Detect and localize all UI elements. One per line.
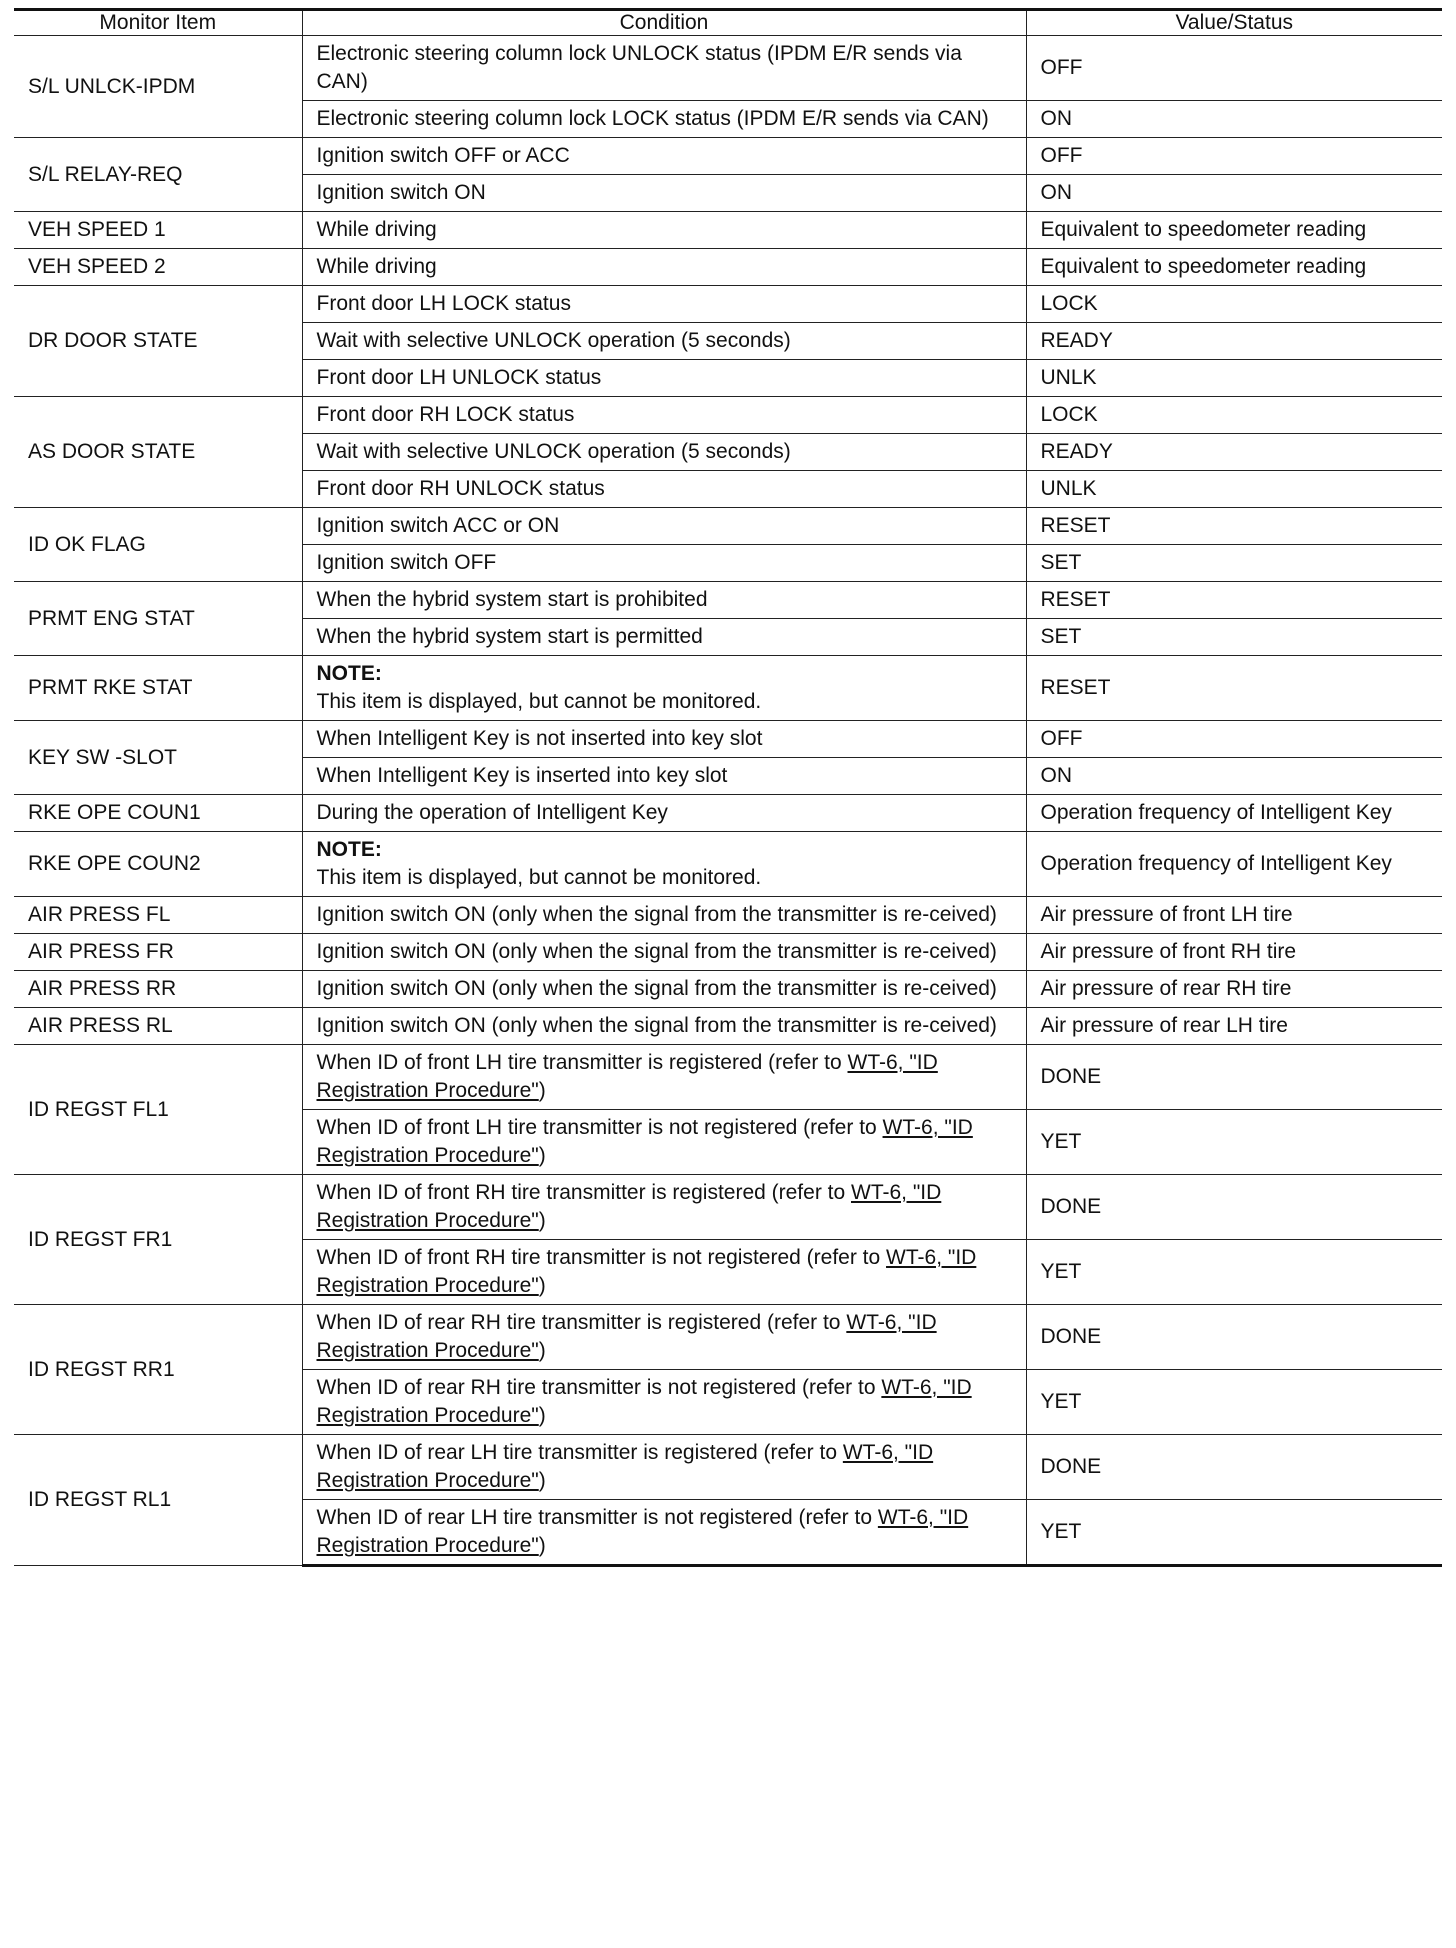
table-row [14, 1045, 1442, 1110]
reference-link[interactable]: WT-6, "ID Registration Procedure" [316, 1376, 972, 1427]
condition-cell [302, 934, 1026, 971]
monitor-item-cell: RKE OPE COUN2 [14, 832, 302, 897]
condition-text-suffix: ) [538, 1339, 546, 1362]
monitor-item-table [14, 8, 1442, 1567]
condition-cell [302, 897, 1026, 934]
condition-cell [302, 1370, 1026, 1435]
monitor-item-cell: AS DOOR STATE [14, 397, 302, 508]
table-row [14, 36, 1442, 101]
monitor-item-cell: AIR PRESS RR [14, 971, 302, 1008]
table-row [14, 508, 1442, 545]
condition-text: Front door RH LOCK status [316, 403, 575, 426]
condition-text: When ID of rear RH tire transmitter is registered (refer to [316, 1311, 847, 1334]
condition-cell [302, 434, 1026, 471]
value-status-cell: SET [1026, 545, 1442, 582]
value-status-cell: Operation frequency of Intelligent Key [1026, 795, 1442, 832]
table-header-row [14, 10, 1442, 36]
condition-text: Front door LH UNLOCK status [316, 366, 602, 389]
condition-text-suffix: ) [538, 1144, 546, 1167]
value-status-cell: RESET [1026, 508, 1442, 545]
condition-text: Ignition switch ON (only when the signal from the transmitter is re-ceived) [316, 940, 997, 963]
condition-text: When ID of front RH tire transmitter is registered (refer to [316, 1181, 851, 1204]
condition-text: When the hybrid system start is prohibited [316, 588, 708, 611]
table-row [14, 1008, 1442, 1045]
condition-cell [302, 1240, 1026, 1305]
header-value-status: Value/Status [1026, 10, 1442, 36]
value-status-cell: Operation frequency of Intelligent Key [1026, 832, 1442, 897]
condition-cell [302, 471, 1026, 508]
condition-text: Ignition switch OFF or ACC [316, 144, 570, 167]
monitor-item-cell: PRMT RKE STAT [14, 656, 302, 721]
condition-text: Ignition switch OFF [316, 551, 497, 574]
monitor-item-cell: ID REGST FL1 [14, 1045, 302, 1175]
condition-cell [302, 286, 1026, 323]
condition-text-suffix: ) [538, 1274, 546, 1297]
condition-cell [302, 656, 1026, 721]
condition-cell [302, 1500, 1026, 1566]
value-status-cell: SET [1026, 619, 1442, 656]
condition-cell [302, 175, 1026, 212]
condition-text: Wait with selective UNLOCK operation (5 seconds) [316, 329, 791, 352]
value-status-cell: Equivalent to speedometer reading [1026, 249, 1442, 286]
condition-text-suffix: ) [538, 1469, 546, 1492]
value-status-cell: DONE [1026, 1175, 1442, 1240]
reference-link[interactable]: WT-6, "ID Registration Procedure" [316, 1441, 934, 1492]
condition-cell [302, 508, 1026, 545]
value-status-cell: RESET [1026, 582, 1442, 619]
table-row [14, 1305, 1442, 1370]
condition-text: When ID of rear LH tire transmitter is not registered (refer to [316, 1506, 878, 1529]
value-status-cell: DONE [1026, 1045, 1442, 1110]
condition-text: Electronic steering column lock UNLOCK status (IPDM E/R sends via CAN) [316, 42, 962, 93]
condition-text: Ignition switch ON (only when the signal from the transmitter is re-ceived) [316, 977, 997, 1000]
monitor-item-cell: AIR PRESS FL [14, 897, 302, 934]
monitor-item-cell: RKE OPE COUN1 [14, 795, 302, 832]
condition-text: Ignition switch ON (only when the signal from the transmitter is re-ceived) [316, 903, 997, 926]
value-status-cell: Air pressure of rear RH tire [1026, 971, 1442, 1008]
condition-text: During the operation of Intelligent Key [316, 801, 668, 824]
condition-cell [302, 1435, 1026, 1500]
condition-text: While driving [316, 255, 437, 278]
condition-cell [302, 360, 1026, 397]
value-status-cell: Air pressure of front LH tire [1026, 897, 1442, 934]
condition-cell [302, 1175, 1026, 1240]
condition-cell [302, 36, 1026, 101]
condition-text: Ignition switch ON (only when the signal from the transmitter is re-ceived) [316, 1014, 997, 1037]
value-status-cell: DONE [1026, 1435, 1442, 1500]
condition-cell [302, 971, 1026, 1008]
reference-link[interactable]: WT-6, "ID Registration Procedure" [316, 1116, 973, 1167]
monitor-item-cell: ID REGST FR1 [14, 1175, 302, 1305]
value-status-cell: ON [1026, 101, 1442, 138]
monitor-table-sheet [14, 8, 1442, 1567]
value-status-cell: OFF [1026, 36, 1442, 101]
condition-text: While driving [316, 218, 437, 241]
condition-text-suffix: ) [538, 1534, 546, 1557]
condition-text-suffix: ) [538, 1209, 546, 1232]
monitor-item-cell: VEH SPEED 2 [14, 249, 302, 286]
monitor-item-cell: ID OK FLAG [14, 508, 302, 582]
value-status-cell: LOCK [1026, 397, 1442, 434]
table-body [14, 36, 1442, 1566]
value-status-cell: Air pressure of front RH tire [1026, 934, 1442, 971]
table-row [14, 138, 1442, 175]
monitor-item-cell: ID REGST RR1 [14, 1305, 302, 1435]
table-row [14, 795, 1442, 832]
condition-text: Electronic steering column lock LOCK status (IPDM E/R sends via CAN) [316, 107, 989, 130]
condition-cell [302, 323, 1026, 360]
monitor-item-cell: S/L RELAY-REQ [14, 138, 302, 212]
table-row [14, 832, 1442, 897]
condition-text: Ignition switch ON [316, 181, 486, 204]
table-row [14, 971, 1442, 1008]
table-row [14, 1435, 1442, 1500]
value-status-cell: YET [1026, 1500, 1442, 1566]
condition-cell [302, 1305, 1026, 1370]
value-status-cell: LOCK [1026, 286, 1442, 323]
reference-link[interactable]: WT-6, "ID Registration Procedure" [316, 1051, 938, 1102]
reference-link[interactable]: WT-6, "ID Registration Procedure" [316, 1181, 942, 1232]
reference-link[interactable]: WT-6, "ID Registration Procedure" [316, 1311, 937, 1362]
condition-cell [302, 832, 1026, 897]
header-condition: Condition [302, 10, 1026, 36]
condition-text: When ID of front LH tire transmitter is not registered (refer to [316, 1116, 883, 1139]
condition-cell [302, 1045, 1026, 1110]
table-row [14, 397, 1442, 434]
value-status-cell: DONE [1026, 1305, 1442, 1370]
table-row [14, 1175, 1442, 1240]
condition-cell [302, 582, 1026, 619]
condition-text: This item is displayed, but cannot be monitored. [316, 866, 762, 889]
condition-cell [302, 758, 1026, 795]
condition-cell [302, 1110, 1026, 1175]
condition-cell [302, 721, 1026, 758]
table-row [14, 934, 1442, 971]
condition-text: Ignition switch ACC or ON [316, 514, 560, 537]
monitor-item-cell: ID REGST RL1 [14, 1435, 302, 1566]
monitor-item-cell: DR DOOR STATE [14, 286, 302, 397]
note-label: NOTE: [316, 838, 382, 861]
value-status-cell: UNLK [1026, 360, 1442, 397]
condition-cell [302, 619, 1026, 656]
table-row [14, 656, 1442, 721]
condition-text: Wait with selective UNLOCK operation (5 seconds) [316, 440, 791, 463]
condition-cell [302, 212, 1026, 249]
condition-cell [302, 138, 1026, 175]
monitor-item-cell: KEY SW -SLOT [14, 721, 302, 795]
monitor-item-cell: AIR PRESS FR [14, 934, 302, 971]
condition-text: When the hybrid system start is permitted [316, 625, 703, 648]
condition-cell [302, 249, 1026, 286]
value-status-cell: Equivalent to speedometer reading [1026, 212, 1442, 249]
monitor-item-cell: S/L UNLCK-IPDM [14, 36, 302, 138]
condition-text: When ID of front RH tire transmitter is not registered (refer to [316, 1246, 887, 1269]
value-status-cell: Air pressure of rear LH tire [1026, 1008, 1442, 1045]
condition-cell [302, 101, 1026, 138]
monitor-item-cell: PRMT ENG STAT [14, 582, 302, 656]
table-row [14, 286, 1442, 323]
condition-text: When ID of rear RH tire transmitter is not registered (refer to [316, 1376, 882, 1399]
value-status-cell: UNLK [1026, 471, 1442, 508]
condition-cell [302, 397, 1026, 434]
value-status-cell: ON [1026, 175, 1442, 212]
condition-text: Front door LH LOCK status [316, 292, 571, 315]
condition-text: Front door RH UNLOCK status [316, 477, 605, 500]
table-row [14, 721, 1442, 758]
condition-text: When ID of front LH tire transmitter is registered (refer to [316, 1051, 848, 1074]
value-status-cell: READY [1026, 434, 1442, 471]
table-row [14, 249, 1442, 286]
value-status-cell: YET [1026, 1370, 1442, 1435]
table-row [14, 582, 1442, 619]
table-row [14, 897, 1442, 934]
condition-text: When Intelligent Key is not inserted into key slot [316, 727, 763, 750]
condition-text: When ID of rear LH tire transmitter is registered (refer to [316, 1441, 843, 1464]
value-status-cell: RESET [1026, 656, 1442, 721]
note-label: NOTE: [316, 662, 382, 685]
value-status-cell: YET [1026, 1110, 1442, 1175]
value-status-cell: YET [1026, 1240, 1442, 1305]
monitor-item-cell: AIR PRESS RL [14, 1008, 302, 1045]
value-status-cell: OFF [1026, 721, 1442, 758]
condition-cell [302, 1008, 1026, 1045]
condition-cell [302, 545, 1026, 582]
reference-link[interactable]: WT-6, "ID Registration Procedure" [316, 1506, 969, 1557]
value-status-cell: ON [1026, 758, 1442, 795]
condition-text-suffix: ) [538, 1079, 546, 1102]
value-status-cell: READY [1026, 323, 1442, 360]
reference-link[interactable]: WT-6, "ID Registration Procedure" [316, 1246, 977, 1297]
condition-text-suffix: ) [538, 1404, 546, 1427]
value-status-cell: OFF [1026, 138, 1442, 175]
monitor-item-cell: VEH SPEED 1 [14, 212, 302, 249]
table-row [14, 212, 1442, 249]
condition-text: This item is displayed, but cannot be monitored. [316, 690, 762, 713]
condition-cell [302, 795, 1026, 832]
header-monitor-item: Monitor Item [14, 10, 302, 36]
condition-text: When Intelligent Key is inserted into key slot [316, 764, 728, 787]
